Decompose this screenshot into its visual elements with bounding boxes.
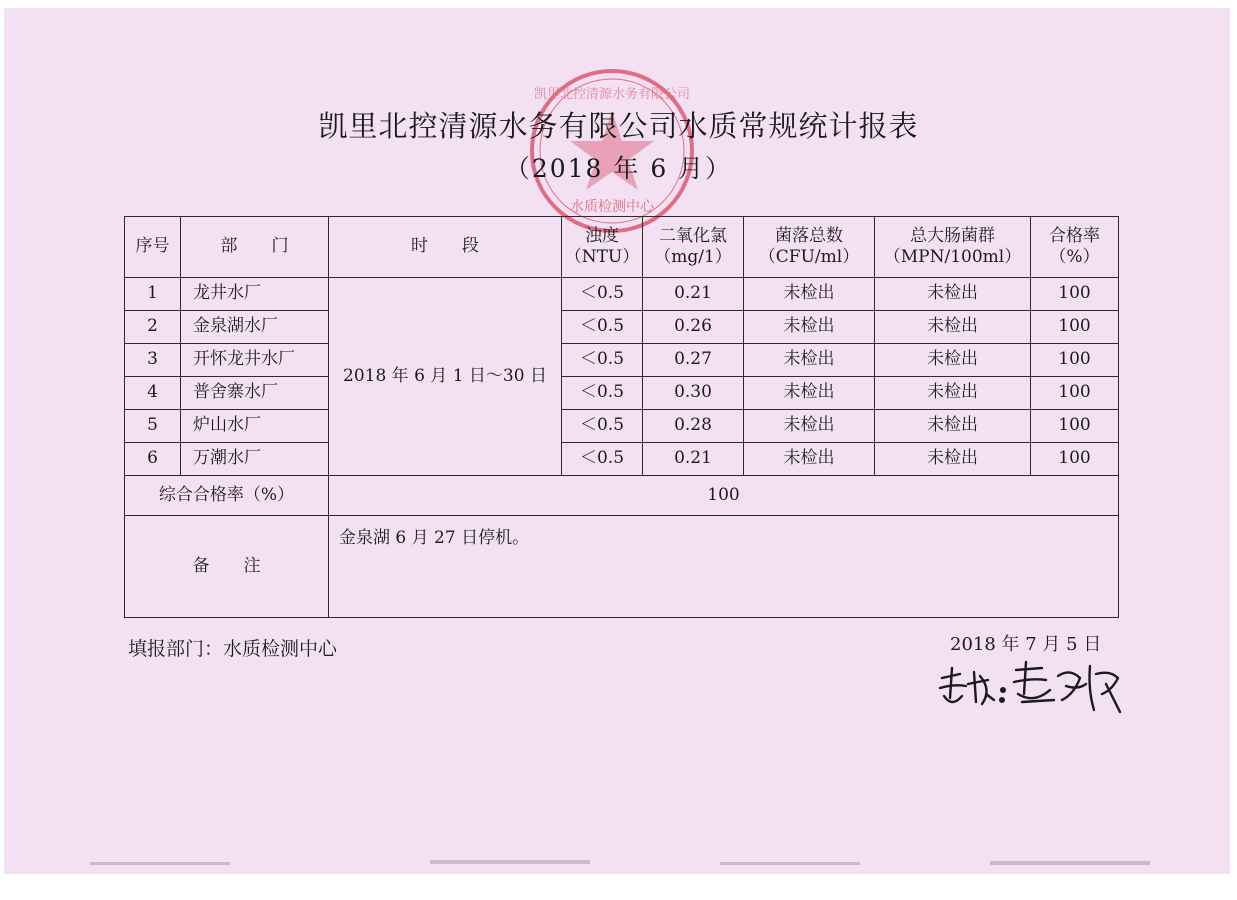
cell-turbidity: ＜0.5 [562, 443, 643, 476]
cell-colonies: 未检出 [744, 278, 875, 311]
header-period: 时 段 [329, 217, 562, 278]
svg-text:凯里北控清源水务有限公司: 凯里北控清源水务有限公司 [533, 87, 691, 102]
cell-turbidity: ＜0.5 [562, 278, 643, 311]
cell-dept: 龙井水厂 [181, 278, 329, 311]
cell-no: 4 [125, 377, 181, 410]
table-row [125, 278, 1119, 311]
header-chlorine-unit: （mg/1） [654, 247, 732, 267]
overall-label: 综合合格率（%） [125, 476, 329, 516]
cell-pass-rate: 100 [1031, 377, 1119, 410]
cell-pass-rate: 100 [1031, 344, 1119, 377]
cell-coliform: 未检出 [875, 344, 1031, 377]
cell-turbidity: ＜0.5 [562, 311, 643, 344]
cell-coliform: 未检出 [875, 278, 1031, 311]
header-coliform-unit: （MPN/100ml） [883, 247, 1022, 267]
table-row [125, 311, 1119, 344]
cell-dept: 万潮水厂 [181, 443, 329, 476]
cell-coliform: 未检出 [875, 377, 1031, 410]
cell-no: 2 [125, 311, 181, 344]
table-row [125, 443, 1119, 476]
cell-turbidity: ＜0.5 [562, 344, 643, 377]
header-pass-rate-unit: （%） [1049, 247, 1100, 267]
overall-value: 100 [329, 476, 1119, 516]
cell-turbidity: ＜0.5 [562, 410, 643, 443]
header-pass-rate-label: 合格率 [1049, 225, 1100, 246]
cell-dept: 炉山水厂 [181, 410, 329, 443]
cell-colonies: 未检出 [744, 344, 875, 377]
overall-row [125, 476, 1119, 516]
cell-chlorine: 0.21 [643, 278, 744, 311]
table-row [125, 377, 1119, 410]
remark-row [125, 516, 1119, 618]
header-pass-rate [1031, 217, 1119, 278]
cell-colonies: 未检出 [744, 410, 875, 443]
remark-text: 金泉湖 6 月 27 日停机。 [329, 516, 1119, 618]
page-subtitle: （2018 年 6 月） [504, 154, 733, 183]
header-no: 序号 [125, 217, 181, 278]
header-coliform [875, 217, 1031, 278]
cell-coliform: 未检出 [875, 443, 1031, 476]
header-dept: 部 门 [181, 217, 329, 278]
cell-pass-rate: 100 [1031, 278, 1119, 311]
cell-coliform: 未检出 [875, 410, 1031, 443]
cell-turbidity: ＜0.5 [562, 377, 643, 410]
header-colonies [744, 217, 875, 278]
header-chlorine [643, 217, 744, 278]
header-colonies-label: 菌落总数 [775, 225, 843, 246]
cell-pass-rate: 100 [1031, 443, 1119, 476]
cell-no: 5 [125, 410, 181, 443]
scan-artifacts [0, 850, 1237, 880]
cell-dept: 开怀龙井水厂 [181, 344, 329, 377]
cell-colonies: 未检出 [744, 311, 875, 344]
header-turbidity-unit: （NTU） [564, 247, 640, 267]
table-row [125, 410, 1119, 443]
cell-chlorine: 0.26 [643, 311, 744, 344]
reporting-department: 填报部门：水质检测中心 [128, 638, 338, 660]
cell-no: 3 [125, 344, 181, 377]
cell-dept: 普舍寨水厂 [181, 377, 329, 410]
svg-text:水质检测中心: 水质检测中心 [570, 199, 654, 215]
table-row [125, 344, 1119, 377]
table-header-row [125, 217, 1119, 278]
report-date: 2018 年 7 月 5 日 [950, 634, 1102, 655]
cell-pass-rate: 100 [1031, 311, 1119, 344]
header-colonies-unit: （CFU/ml） [758, 247, 860, 267]
header-turbidity-label: 浊度 [585, 225, 619, 246]
cell-period: 2018 年 6 月 1 日～30 日 [329, 278, 562, 476]
cell-dept: 金泉湖水厂 [181, 311, 329, 344]
cell-colonies: 未检出 [744, 377, 875, 410]
cell-colonies: 未检出 [744, 443, 875, 476]
cell-chlorine: 0.30 [643, 377, 744, 410]
cell-no: 1 [125, 278, 181, 311]
cell-chlorine: 0.21 [643, 443, 744, 476]
water-quality-table [124, 216, 1119, 618]
page-title: 凯里北控清源水务有限公司水质常规统计报表 [318, 109, 919, 143]
cell-pass-rate: 100 [1031, 410, 1119, 443]
header-chlorine-label: 二氧化氯 [659, 225, 727, 246]
cell-no: 6 [125, 443, 181, 476]
handwritten-signature [930, 650, 1130, 730]
cell-coliform: 未检出 [875, 311, 1031, 344]
header-coliform-label: 总大肠菌群 [910, 225, 995, 246]
header-turbidity [562, 217, 643, 278]
remark-label: 备 注 [125, 516, 329, 618]
cell-chlorine: 0.28 [643, 410, 744, 443]
cell-chlorine: 0.27 [643, 344, 744, 377]
